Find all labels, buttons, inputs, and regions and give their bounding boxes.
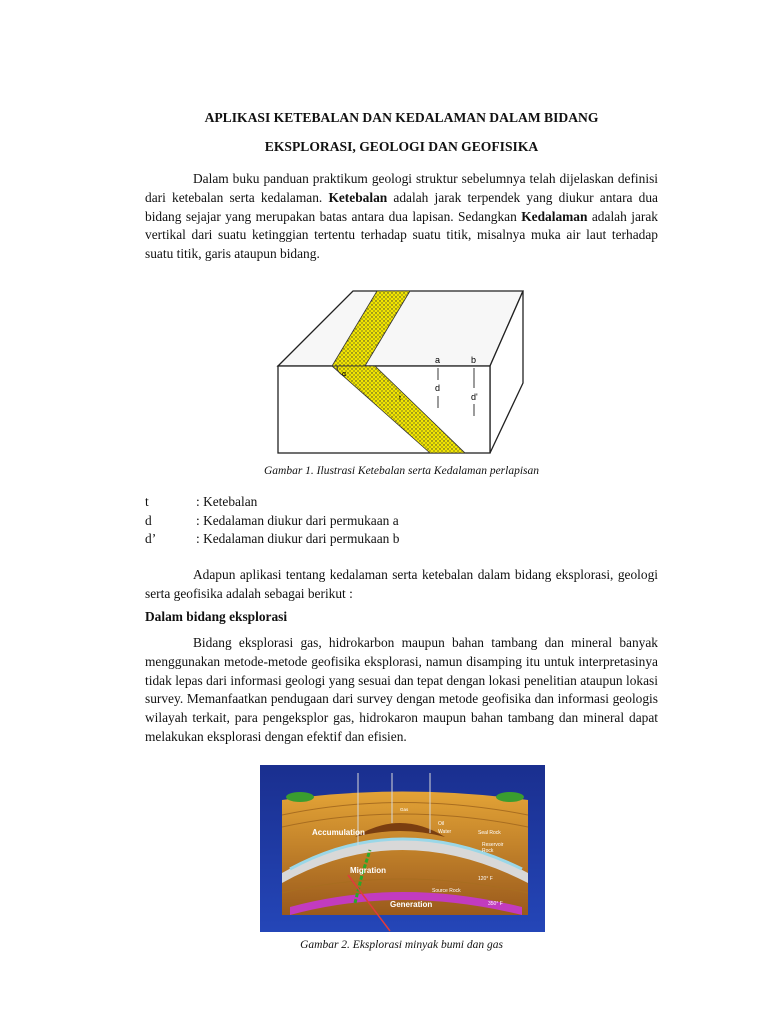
migration-label: Migration <box>350 866 386 875</box>
figure-2-petroleum-system <box>260 765 545 932</box>
seal-rock-label: Seal Rock <box>478 830 501 836</box>
paragraph-applications: Adapun aplikasi tentang kedalaman serta ketebalan dalam bidang eksplorasi, geologi serta geofisika adalah sebagai berikut : <box>145 567 658 601</box>
source-rock-label: Source Rock <box>432 888 461 894</box>
point-b-label: b <box>471 355 477 365</box>
reservoir-rock-label: Rock <box>482 848 494 854</box>
alpha-label: α <box>342 371 347 378</box>
figure-2-caption: Gambar 2. Eksplorasi minyak bumi dan gas <box>300 939 503 951</box>
generation-label: Generation <box>390 900 433 909</box>
paragraph-exploration: Bidang eksplorasi gas, hidrokarbon maupun bahan tambang dan mineral banyak menggunakan metode-metode geofisika eksplorasi, namun disamping itu untuk interpretasinya tidak lepas dari informasi geologi yang sesuai dan tepat dengan lokasi penelitian ataupun lokasi survey. Memanfaatkan pendugaan dari survey dengan metode geofisika dan informasi geologis wilayah terkait, para pengeksplor gas, hidrokaron maupun bahan tambang dan mineral dapat melakukan eksplorasi dengan efektif dan efisien. <box>145 635 658 744</box>
section-heading-exploration: Dalam bidang eksplorasi <box>145 609 288 624</box>
accumulation-label: Accumulation <box>312 828 365 837</box>
gas-label: Gas <box>400 807 409 812</box>
legend-row: d : Kedalaman diukur dari permukaan a <box>145 513 399 528</box>
figure-1-block-diagram <box>275 288 525 456</box>
figure-1-caption: Gambar 1. Ilustrasi Ketebalan serta Kedalaman perlapisan <box>263 465 540 477</box>
temperature-120-label: 120° F <box>478 876 493 882</box>
legend-row: d’ : Kedalaman diukur dari permukaan b <box>145 531 400 546</box>
point-a-label: a <box>435 355 441 365</box>
term-kedalaman: Kedalaman <box>521 208 588 224</box>
water-label: Water <box>438 829 452 835</box>
reservoir-label: Reservoir <box>482 842 504 848</box>
temperature-350-label: 350° F <box>488 901 503 907</box>
page-title-line-1: APLIKASI KETEBALAN DAN KEDALAMAN DALAM BIDANG <box>204 110 599 125</box>
legend-row: t : Ketebalan <box>145 494 258 509</box>
oil-label: Oil <box>438 821 445 827</box>
page-title-line-2: EKSPLORASI, GEOLOGI DAN GEOFISIKA <box>264 139 539 154</box>
depth-d-label: d <box>435 383 441 393</box>
depth-d-prime-label: d' <box>471 392 478 402</box>
t-label: t <box>399 395 401 402</box>
intro-paragraph: Dalam buku panduan praktikum geologi struktur sebelumnya telah dijelaskan definisi dari ketebalan serta kedalaman. Ketebalan adalah jarak terpendek yang diukur antara dua bidang sejajar yang merupakan batas antara dua lapisan. Sedangkan Kedalaman adalah jarak vertikal dari suatu ketinggian tertentu terhadap suatu titik, misalnya muka air laut terhadap suatu titik, garis ataupun bidang. <box>145 171 658 262</box>
term-ketebalan: Ketebalan <box>328 189 388 205</box>
